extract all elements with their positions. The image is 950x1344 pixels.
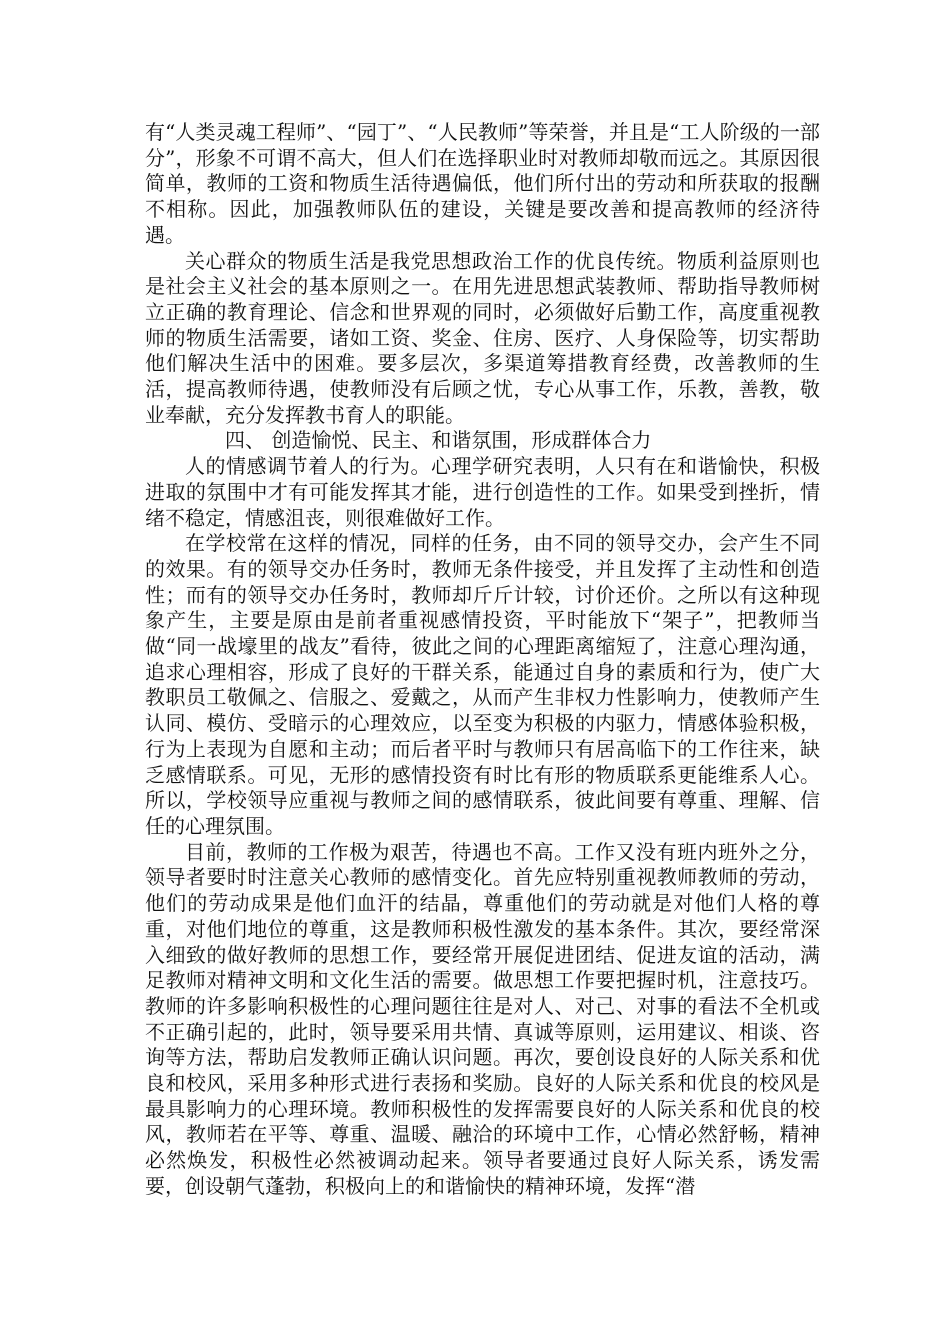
body-paragraph: 关心群众的物质生活是我党思想政治工作的优良传统。物质利益原则也是社会主义社会的基本原则之一。在用先进思想武装教师、帮助指导教师树立正确的教育理论、信念和世界观的同时，必须做好后勤工作，高度重视教师的物质生活需要，诸如工资、奖金、住房、医疗、人身保险等，切实帮助他们解决生活中的困难。要多层次，多渠道筹措教育经费，改善教师的生活，提高教师待遇，使教师没有后顾之忧，专心从事工作，乐教，善教，敬业奉献，充分发挥教书育人的职能。 [145,248,820,427]
section-heading: 四、 创造愉悦、民主、和谐氛围，形成群体合力 [225,428,652,453]
document-page [145,120,820,1200]
body-paragraph: 有“人类灵魂工程师”、“园丁”、“人民教师”等荣誉，并且是“工人阶级的一部分”，形象不可谓不高大，但人们在选择职业时对教师却敬而远之。其原因很简单，教师的工资和物质生活待遇偏低，他们所付出的劳动和所获取的报酬不相称。因此，加强教师队伍的建设，关键是要改善和提高教师的经济待遇。 [145,120,820,247]
body-paragraph: 目前，教师的工作极为艰苦，待遇也不高。工作又没有班内班外之分，领导者要时时注意关心教师的感情变化。首先应特别重视教师教师的劳动，他们的劳动成果是他们血汗的结晶，尊重他们的劳动就是对他们人格的尊重，对他们地位的尊重，这是教师积极性激发的基本条件。其次，要经常深入细致的做好教师的思想工作，要经常开展促进团结、促进友谊的活动，满足教师对精神文明和文化生活的需要。做思想工作要把握时机，注意技巧。教师的许多影响积极性的心理问题往往是对人、对己、对事的看法不全机或不正确引起的，此时，领导要采用共情、真诚等原则，运用建议、相谈、咨询等方法，帮助启发教师正确认识问题。再次，要创设良好的人际关系和优良和校风，采用多种形式进行表扬和奖励。良好的人际关系和优良的校风是最具影响力的心理环境。教师积极性的发挥需要良好的人际关系和优良的校风，教师若在平等、尊重、温暖、融洽的环境中工作，心情必然舒畅，精神必然焕发，积极性必然被调动起来。领导者要通过良好人际关系，诱发需要，创设朝气蓬勃，积极向上的和谐愉快的精神环境，发挥“潜 [145,839,820,1198]
body-paragraph: 人的情感调节着人的行为。心理学研究表明，人只有在和谐愉快，积极进取的氛围中才有可能发挥其才能，进行创造性的工作。如果受到挫折，情绪不稳定，情感沮丧，则很难做好工作。 [145,454,820,530]
body-paragraph: 在学校常在这样的情况，同样的任务，由不同的领导交办，会产生不同的效果。有的领导交办任务时，教师无条件接受，并且发挥了主动性和创造性；而有的领导交办任务时，教师却斤斤计较，讨价还价。之所以有这种现象产生，主要是原由是前者重视感情投资，平时能放下“架子”，把教师当做“同一战壕里的战友”看待，彼此之间的心理距离缩短了，注意心理沟通，追求心理相容，形成了良好的干群关系，能通过自身的素质和行为，使广大教职员工敬佩之、信服之、爱戴之，从而产生非权力性影响力，使教师产生认同、模仿、受暗示的心理效应，以至变为积极的内驱力，情感体验积极，行为上表现为自愿和主动；而后者平时与教师只有居高临下的工作往来，缺乏感情联系。可见，无形的感情投资有时比有形的物质联系更能维系人心。所以，学校领导应重视与教师之间的感情联系，彼此间要有尊重、理解、信任的心理氛围。 [145,531,820,838]
